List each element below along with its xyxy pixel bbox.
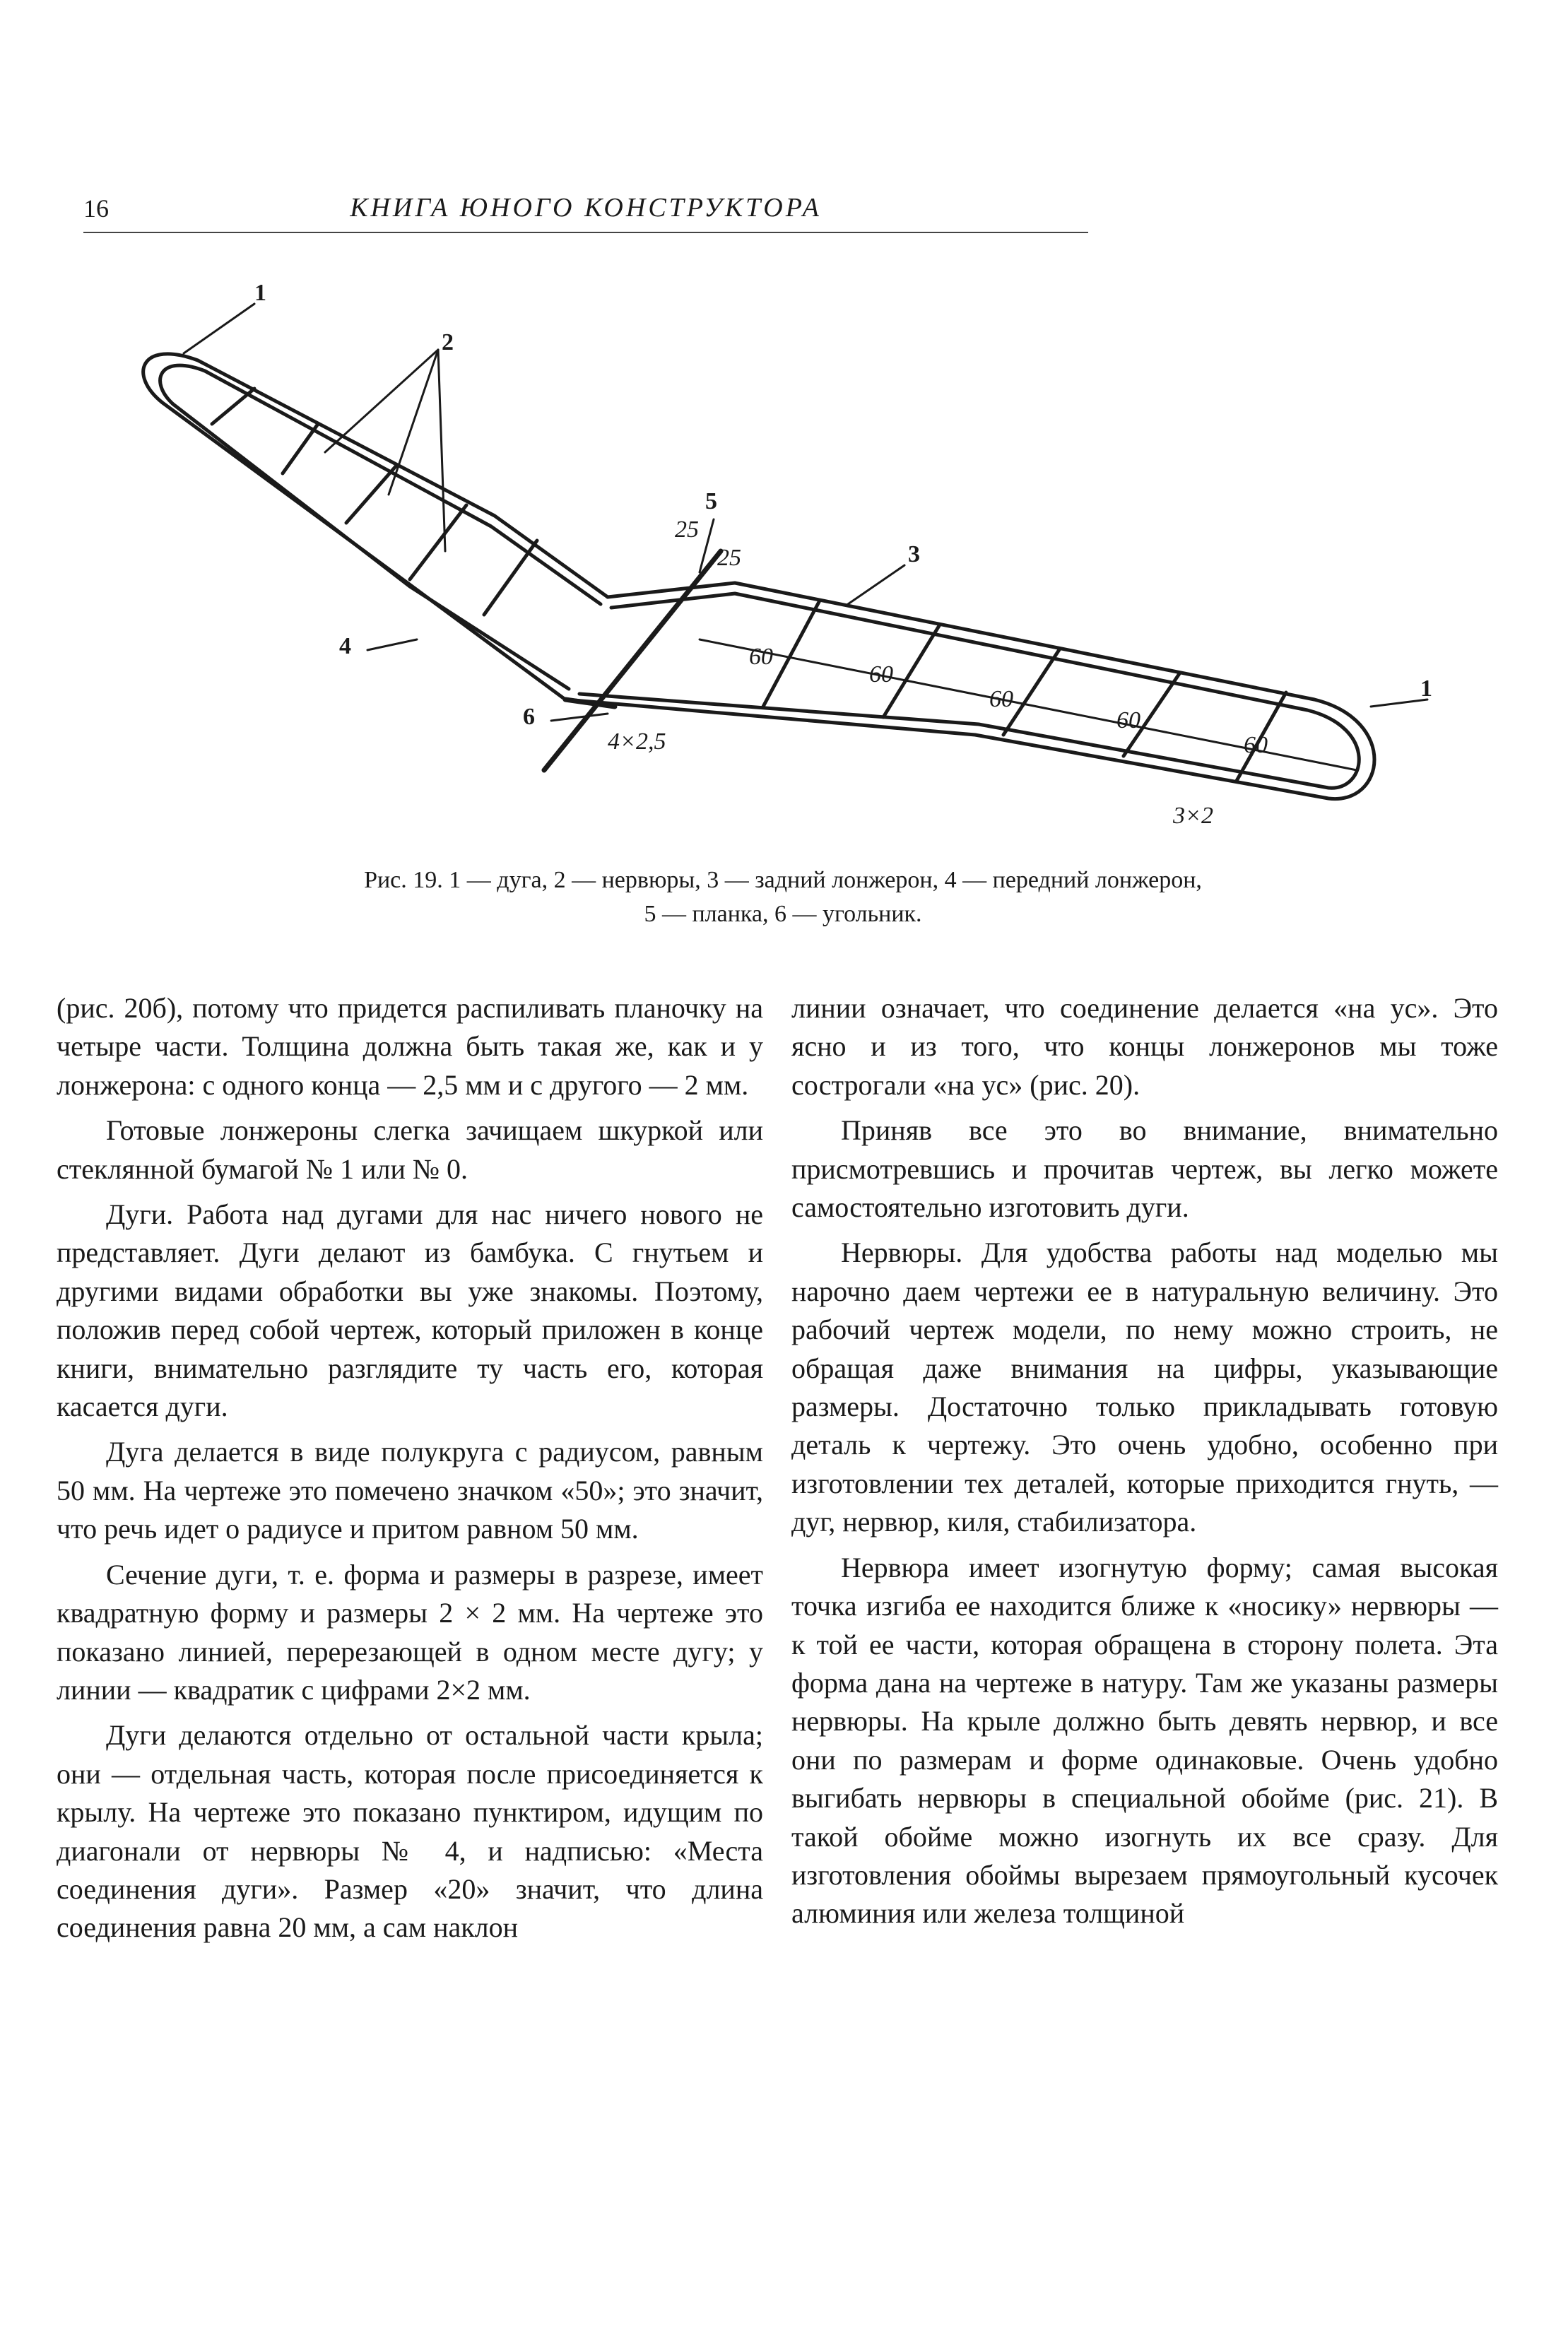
figure-caption: [83, 863, 1482, 931]
dim-3x2: 3×2: [1173, 803, 1213, 829]
paragraph: Нервюры. Для удобства работы над моделью мы нарочно даем чертежи ее в натуральную величину. Это рабочий чертеж модели, по нему можно строить, не обращая даже внимания на цифры, указывающие размеры. Достаточно только прикладывать готовую деталь к чертежу. Это очень удобно, особенно при изготовлении тех деталей, которые приходится гнуть, — дуг, нервюр, киля, стабилизатора.: [791, 1237, 1498, 1538]
paragraph: Дуги. Работа над дугами для нас ничего нового не представляет. Дуги делают из бамбука. С гнутьем и другими видами обработки вы уже знакомы. Поэтому, положив перед собой чертеж, который приложен в конце книги, внимательно разглядите ту часть его, которая касается дуги.: [57, 1198, 763, 1423]
leader-1-right: [1371, 700, 1427, 707]
dim-25-right: 25: [717, 545, 741, 571]
dim-60-2: 60: [869, 661, 893, 688]
paragraph: Нервюра имеет изогнутую форму; самая высокая точка изгиба ее находится ближе к «носику» нервюры — к той ее части, которая обращена в сторону полета. Эта форма дана на чертеже в натуру. Там же указаны размеры нервюры. На крыле должно быть девять нервюр, и все они по размерам и форме одинаковые. Очень удобно выгибать нервюры в специальной обойме (рис. 21). В такой обойме можно изогнуть их все сразу. Для изготовления обоймы вырезаем прямоугольный кусочек алюминия или железа толщиной: [791, 1551, 1498, 1930]
leader-3: [848, 565, 904, 604]
callout-6: 6: [523, 704, 535, 730]
left-rib: [484, 541, 537, 615]
wing-drawing: [113, 280, 1432, 848]
paragraph: линии означает, что соединение делается «на ус». Это ясно и из того, что концы лонжеронов мы тоже сострогали «на ус» (рис. 20).: [791, 992, 1498, 1101]
paragraph: Сечение дуги, т. е. форма и размеры в разрезе, имеет квадратную форму и размеры 2 × 2 мм. На чертеже это показано линией, перерезающей в одном месте дугу; у линии — квадратик с цифрами 2×2 мм.: [57, 1558, 763, 1706]
callout-1-left: 1: [254, 280, 266, 306]
leader-2: [438, 350, 445, 551]
callout-5: 5: [705, 488, 717, 514]
caption-line-1: Рис. 19. 1 — дуга, 2 — нервюры, 3 — задний лонжерон, 4 — передний лонжерон,: [364, 867, 1202, 893]
left-rib: [212, 389, 254, 424]
dim-25-left: 25: [675, 517, 699, 543]
paragraph: Дуга делается в виде полукруга с радиусом, равным 50 мм. На чертеже это помечено значком «50»; это значит, что речь идет о радиусе и притом равном 50 мм.: [57, 1436, 763, 1545]
caption-line-2: 5 — планка, 6 — угольник.: [644, 901, 922, 927]
running-title: КНИГА ЮНОГО КОНСТРУКТОРА: [350, 193, 822, 223]
paragraph: (рис. 20б), потому что придется распиливать планочку на четыре части. Толщина должна быть такая же, как и у лонжерона: с одного конца — 2,5 мм и с другого — 2 мм.: [57, 992, 763, 1101]
right-column: [791, 989, 1498, 1940]
leader-6: [551, 714, 608, 721]
left-column: [57, 989, 763, 1954]
paragraph: Готовые лонжероны слегка зачищаем шкуркой или стеклянной бумагой № 1 или № 0.: [57, 1114, 763, 1185]
dim-60-5: 60: [1244, 732, 1268, 758]
callout-3: 3: [908, 541, 920, 567]
wing-figure: [113, 280, 1432, 848]
callout-1-right: 1: [1420, 675, 1432, 702]
left-rib: [410, 505, 466, 579]
leader-1-left: [184, 304, 254, 353]
left-rib: [283, 424, 318, 473]
page-number: 16: [83, 194, 109, 223]
dim-60-3: 60: [989, 686, 1013, 712]
callout-4: 4: [339, 633, 351, 659]
callout-2: 2: [442, 329, 454, 355]
dim-4x2-5: 4×2,5: [608, 728, 666, 755]
paragraph: Приняв все это во внимание, внимательно присмотревшись и прочитав чертеж, вы легко можете самостоятельно изготовить дуги.: [791, 1114, 1498, 1224]
right-wing-outline: [565, 583, 1374, 799]
paragraph: Дуги делаются отдельно от остальной части крыла; они — отдельная часть, которая после присоединяется к крылу. На чертеже это показано пунктиром, идущим по диагонали от нервюры № 4, и надписью: «Места соединения дуги». Размер «20» значит, что длина соединения равна 20 мм, а сам наклон: [57, 1719, 763, 1944]
leader-4: [367, 639, 417, 650]
dim-60-1: 60: [749, 644, 773, 670]
dim-60-4: 60: [1116, 707, 1140, 733]
center-angle: [565, 700, 615, 707]
running-header: [83, 189, 1088, 233]
right-wing-inner: [579, 594, 1359, 788]
